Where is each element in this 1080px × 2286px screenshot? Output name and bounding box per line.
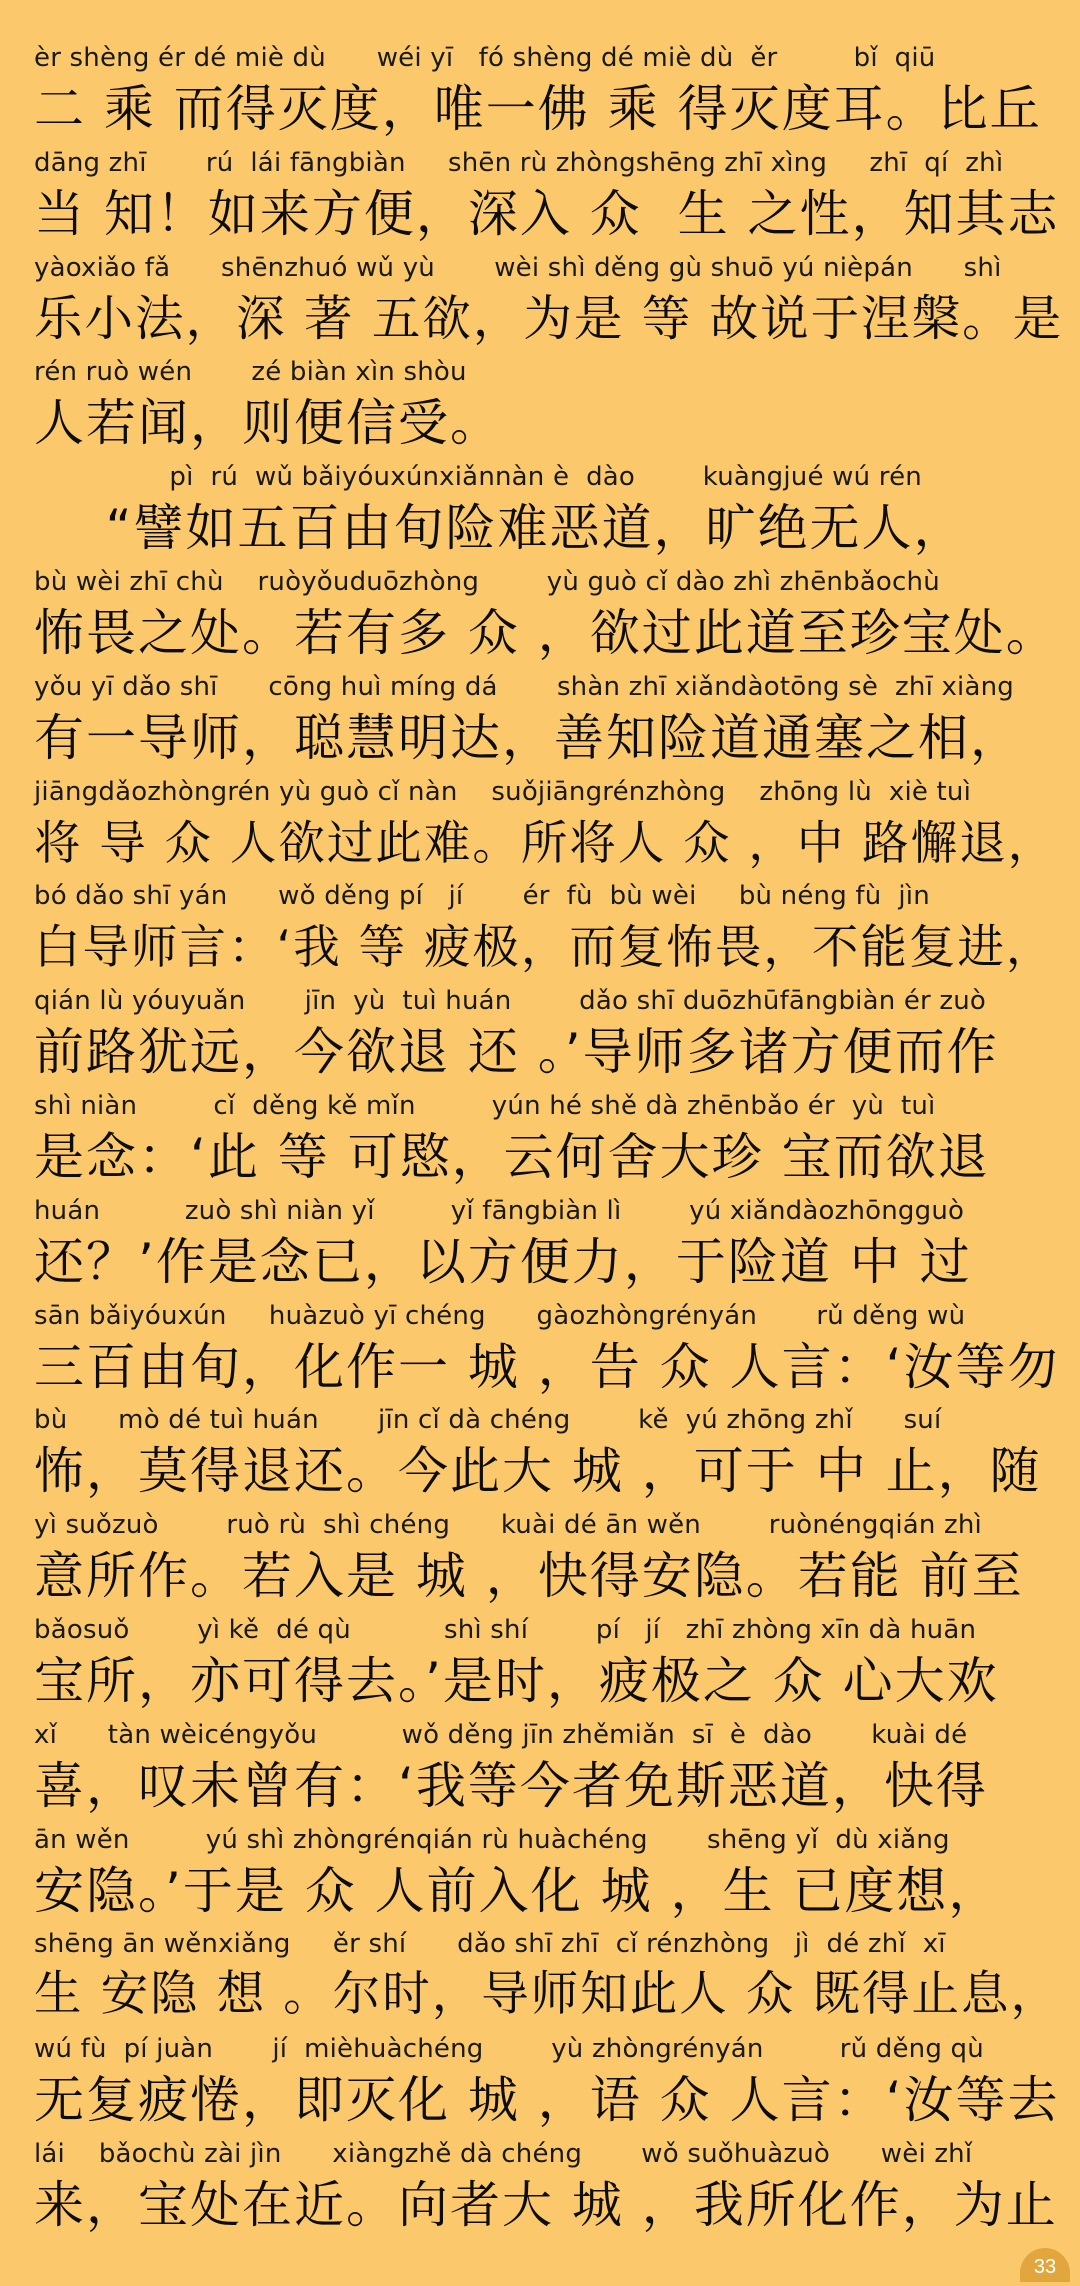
hanzi-line: 当 知！如来方便，深入 众 生 之性，知其志	[34, 184, 1060, 243]
pinyin-line: bù wèi zhī chù ruòyǒuduōzhòng yù guò cǐ dào zhì zhēnbǎochù	[34, 566, 940, 597]
text-line	[34, 1400, 1064, 1505]
text-line	[34, 772, 1064, 877]
hanzi-line: 无复疲惓，即灭化 城 ，语 众 人言：‘汝等去	[34, 2071, 1060, 2130]
pinyin-line: yǒu yī dǎo shī cōng huì míng dá shàn zhī xiǎndàotōng sè zhī xiàng	[34, 671, 1014, 702]
text-line	[34, 667, 1064, 772]
text-line	[34, 248, 1064, 353]
hanzi-line: 二 乘 而得灭度，唯一佛 乘 得灭度耳。比丘	[34, 80, 1042, 138]
text-line	[34, 1715, 1064, 1820]
text-line	[34, 1505, 1064, 1610]
text-line	[34, 981, 1064, 1086]
hanzi-line: 意所作。若入是 城 ，快得安隐。若能 前至	[34, 1547, 1024, 1606]
text-line	[34, 876, 1064, 981]
pinyin-line: pì rú wǔ bǎiyóuxúnxiǎnnàn è dào kuàngjué wú rén	[34, 462, 922, 493]
hanzi-line: 将 导 众 人欲过此难。所将人 众 ，中 路懈退，	[34, 815, 1057, 870]
hanzi-line: 生 安隐 想 。尔时，导师知此人 众 既得止息，	[34, 1967, 1060, 2023]
hanzi-line: 是念：‘此 等 可愍，云何舍大珍 宝而欲退	[34, 1127, 990, 1186]
text-line	[34, 2134, 1064, 2239]
text-line	[34, 562, 1064, 667]
text-block	[34, 38, 1064, 2239]
hanzi-line: 人若闻，则便信受。	[34, 394, 502, 453]
pinyin-line: sān bǎiyóuxún huàzuò yī chéng gàozhòngrényán rǔ děng wù	[34, 1300, 966, 1331]
pinyin-line: bó dǎo shī yán wǒ děng pí jí ér fù bù wèi bù néng fù jìn	[34, 881, 930, 912]
text-line	[34, 1820, 1064, 1925]
hanzi-line: 有一导师，聪慧明达，善知险道通塞之相，	[34, 708, 1022, 767]
text-line	[34, 457, 1064, 562]
hanzi-line: 乐小法，深 著 五欲，为是 等 故说于涅槃。是	[34, 290, 1064, 347]
text-line	[34, 2029, 1064, 2134]
pinyin-line: bù mò dé tuì huán jīn cǐ dà chéng kě yú zhōng zhǐ suí	[34, 1405, 942, 1436]
pinyin-line: qián lù yóuyuǎn jīn yù tuì huán dǎo shī duōzhūfāngbiàn ér zuò	[34, 986, 987, 1017]
text-line	[34, 1191, 1064, 1296]
text-line	[34, 38, 1064, 143]
pinyin-line: jiāngdǎozhòngrén yù guò cǐ nàn suǒjiāngrénzhòng zhōng lù xiè tuì	[34, 776, 972, 807]
text-line	[34, 143, 1064, 248]
pinyin-line: dāng zhī rú lái fāngbiàn shēn rù zhòngshēng zhī xìng zhī qí zhì	[34, 147, 1004, 178]
text-line	[34, 352, 1064, 457]
text-line	[34, 1296, 1064, 1401]
hanzi-line: 怖畏之处。若有多 众 ，欲过此道至珍宝处。	[34, 603, 1058, 662]
pinyin-line: xǐ tàn wèicéngyǒu wǒ děng jīn zhěmiǎn sī è dào kuài dé	[34, 1719, 968, 1750]
hanzi-line: 怖，莫得退还。今此大 城 ，可于 中 止，随	[34, 1442, 1042, 1501]
pinyin-line: ān wěn yú shì zhòngrénqián rù huàchéng shēng yǐ dù xiǎng	[34, 1824, 950, 1855]
hanzi-line: 安隐。’于是 众 人前入化 城 ，生 已度想，	[34, 1861, 1001, 1920]
text-line	[34, 1924, 1064, 2029]
pinyin-line: huán zuò shì niàn yǐ yǐ fāngbiàn lì yú xiǎndàozhōngguò	[34, 1195, 965, 1226]
hanzi-line: “譬如五百由旬险难恶道，旷绝无人，	[34, 499, 966, 558]
pinyin-line: wú fù pí juàn jí mièhuàchéng yù zhòngrényán rǔ děng qù	[34, 2034, 984, 2065]
hanzi-line: 白导师言：‘我 等 疲极，而复怖畏，不能复进，	[34, 920, 1055, 975]
text-line	[34, 1086, 1064, 1191]
pinyin-line: bǎosuǒ yì kě dé qù shì shí pí jí zhī zhòng xīn dà huān	[34, 1614, 977, 1645]
pinyin-line: shēng ān wěnxiǎng ěr shí dǎo shī zhī cǐ rénzhòng jì dé zhǐ xī	[34, 1929, 946, 1960]
hanzi-line: 来，宝处在近。向者大 城 ，我所化作，为止	[34, 2175, 1058, 2234]
pinyin-line: èr shèng ér dé miè dù wéi yī fó shèng dé miè dù ěr bǐ qiū	[34, 43, 936, 73]
hanzi-line: 喜，叹未曾有：‘我等今者免斯恶道，快得	[34, 1756, 988, 1815]
pinyin-line: yàoxiǎo fǎ shēnzhuó wǔ yù wèi shì děng gù shuō yú nièpán shì	[34, 252, 1002, 283]
text-line	[34, 1610, 1064, 1715]
pinyin-line: rén ruò wén zé biàn xìn shòu	[34, 357, 467, 388]
pinyin-line: lái bǎochù zài jìn xiàngzhě dà chéng wǒ suǒhuàzuò wèi zhǐ	[34, 2138, 973, 2169]
page-number-badge: 33	[1020, 2248, 1070, 2282]
pinyin-line: yì suǒzuò ruò rù shì chéng kuài dé ān wěn ruònéngqián zhì	[34, 1510, 982, 1541]
hanzi-line: 还？’作是念已，以方便力，于险道 中 过	[34, 1232, 972, 1291]
hanzi-line: 宝所，亦可得去。’是时，疲极之 众 心大欢	[34, 1651, 999, 1710]
hanzi-line: 前路犹远，今欲退 还 。’导师多诸方便而作	[34, 1023, 999, 1082]
pinyin-line: shì niàn cǐ děng kě mǐn yún hé shě dà zhēnbǎo ér yù tuì	[34, 1090, 936, 1121]
hanzi-line: 三百由旬，化作一 城 ，告 众 人言：‘汝等勿	[34, 1337, 1060, 1396]
